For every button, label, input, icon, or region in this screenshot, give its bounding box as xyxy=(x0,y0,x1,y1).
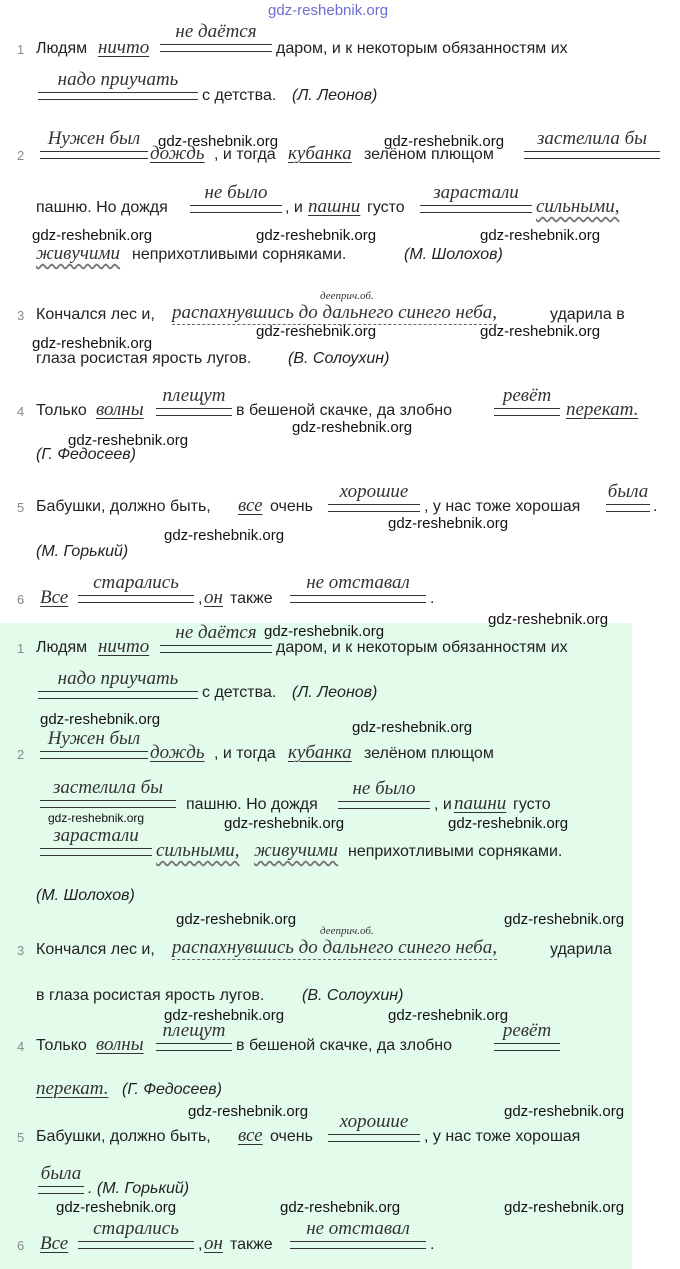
watermark: gdz-reshebnik.org xyxy=(158,133,279,150)
text: также xyxy=(230,1236,273,1253)
subject: Все xyxy=(40,587,69,608)
text: , у нас тоже хорошая xyxy=(424,1128,581,1145)
author: . (М. Горький) xyxy=(88,1180,190,1197)
watermark: gdz-reshebnik.org xyxy=(388,515,509,532)
text: . xyxy=(653,498,658,515)
predicate: застелила бы xyxy=(524,129,660,152)
watermark: gdz-reshebnik.org xyxy=(32,335,153,352)
sentence-number: 2 xyxy=(17,148,25,163)
predicate: зарастали xyxy=(40,826,152,849)
watermark: gdz-reshebnik.org xyxy=(480,227,601,244)
participial-phrase: распахнувшись до дальнего синего неба, xyxy=(172,937,497,958)
modifier: живучими xyxy=(254,840,339,861)
modifier: сильными, xyxy=(156,840,240,861)
sentence-number: 1 xyxy=(17,42,25,57)
text: густо xyxy=(367,199,405,216)
predicate: плещут xyxy=(156,1021,232,1044)
sentence-number: 5 xyxy=(17,1130,25,1145)
subject: волны xyxy=(96,1034,144,1055)
text: , и тогда xyxy=(214,745,276,762)
author: (В. Солоухин) xyxy=(302,987,404,1004)
watermark: gdz-reshebnik.org xyxy=(256,323,377,340)
text: пашню. Но дождя xyxy=(36,199,168,216)
predicate: не было xyxy=(190,183,282,206)
subject: дождь xyxy=(150,143,205,164)
author: (М. Шолохов) xyxy=(36,887,135,904)
text: , и xyxy=(285,199,303,216)
text: Людям xyxy=(36,639,88,656)
watermark: gdz-reshebnik.org xyxy=(488,611,609,628)
sentence-number: 1 xyxy=(17,641,25,656)
watermark: gdz-reshebnik.org xyxy=(504,911,625,928)
text: ударила в xyxy=(550,306,625,323)
text: Только xyxy=(36,1037,87,1054)
text: Кончался лес и, xyxy=(36,941,155,958)
subject: он xyxy=(204,587,223,608)
text: с детства. xyxy=(202,87,277,104)
text: неприхотливыми сорняками. xyxy=(348,843,563,860)
text: даром, и к некоторым обязанностям их xyxy=(276,639,568,656)
text: , и xyxy=(434,796,452,813)
modifier: живучими xyxy=(36,243,121,264)
watermark: gdz-reshebnik.org xyxy=(504,1199,625,1216)
watermark: gdz-reshebnik.org xyxy=(352,719,473,736)
watermark: gdz-reshebnik.org xyxy=(188,1103,309,1120)
predicate: хорошие xyxy=(328,482,420,505)
text: с детства. xyxy=(202,684,277,701)
text: ударила xyxy=(550,941,612,958)
subject: кубанка xyxy=(288,143,352,164)
watermark: gdz-reshebnik.org xyxy=(280,1199,401,1216)
author: (Л. Леонов) xyxy=(292,684,378,701)
text: в бешеной скачке, да злобно xyxy=(236,1037,453,1054)
subject: волны xyxy=(96,399,144,420)
watermark: gdz-reshebnik.org xyxy=(384,133,505,150)
predicate: старались xyxy=(78,573,194,596)
sentence-number: 4 xyxy=(17,1039,25,1054)
predicate: хорошие xyxy=(328,1112,420,1135)
text: в глаза росистая ярость лугов. xyxy=(36,987,265,1004)
watermark: gdz-reshebnik.org xyxy=(68,432,189,449)
predicate: надо приучать xyxy=(38,669,198,692)
predicate: не отставал xyxy=(290,573,426,596)
watermark: gdz-reshebnik.org xyxy=(224,815,345,832)
watermark: gdz-reshebnik.org xyxy=(56,1199,177,1216)
author: (М. Горький) xyxy=(36,543,129,560)
text: , и тогда xyxy=(214,146,276,163)
text: зелёном плющом xyxy=(364,745,494,762)
predicate: была xyxy=(606,482,650,505)
watermark: gdz-reshebnik.org xyxy=(48,811,145,825)
watermark: gdz-reshebnik.org xyxy=(388,1007,509,1024)
text: Бабушки, должно быть, xyxy=(36,498,211,515)
sentence-number: 6 xyxy=(17,592,25,607)
subject: перекат. xyxy=(36,1078,109,1099)
predicate: не даётся xyxy=(160,623,272,646)
text: неприхотливыми сорняками. xyxy=(132,246,347,263)
sentence-number: 4 xyxy=(17,404,25,419)
predicate: не было xyxy=(338,779,430,802)
watermark: gdz-reshebnik.org xyxy=(164,1007,285,1024)
text: Кончался лес и, xyxy=(36,306,155,323)
watermark: gdz-reshebnik.org xyxy=(164,527,285,544)
subject: перекат. xyxy=(566,399,639,420)
sentence-number: 5 xyxy=(17,500,25,515)
watermark: gdz-reshebnik.org xyxy=(176,911,297,928)
predicate: надо приучать xyxy=(38,70,198,93)
sentence-number: 6 xyxy=(17,1238,25,1253)
author: (Л. Леонов) xyxy=(292,87,378,104)
text: в бешеной скачке, да злобно xyxy=(236,402,453,419)
text: даром, и к некоторым обязанностям их xyxy=(276,40,568,57)
text: пашню. Но дождя xyxy=(186,796,318,813)
predicate: плещут xyxy=(156,386,232,409)
participial-phrase: распахнувшись до дальнего синего неба, xyxy=(172,302,497,323)
author: (В. Солоухин) xyxy=(288,350,390,367)
text: . xyxy=(430,590,435,607)
watermark-top: gdz-reshebnik.org xyxy=(268,2,389,19)
watermark: gdz-reshebnik.org xyxy=(480,323,601,340)
annotation: дееприч.об. xyxy=(320,925,374,937)
text: зелёном плющом xyxy=(364,146,494,163)
modifier: сильными, xyxy=(536,196,620,217)
watermark: gdz-reshebnik.org xyxy=(256,227,377,244)
author: (Г. Федосеев) xyxy=(36,446,136,463)
sentence-number: 3 xyxy=(17,308,25,323)
predicate: зарастали xyxy=(420,183,532,206)
sentence-number: 2 xyxy=(17,747,25,762)
author: (Г. Федосеев) xyxy=(122,1081,222,1098)
subject: кубанка xyxy=(288,742,352,763)
predicate: Нужен был xyxy=(40,129,148,152)
watermark: gdz-reshebnik.org xyxy=(32,227,153,244)
subject: ничто xyxy=(98,37,150,58)
watermark: gdz-reshebnik.org xyxy=(264,623,385,640)
predicate: не отставал xyxy=(290,1219,426,1242)
predicate: ревёт xyxy=(494,386,560,409)
text: очень xyxy=(270,1128,313,1145)
subject: пашни xyxy=(308,196,361,217)
predicate: Нужен был xyxy=(40,729,148,752)
predicate: не даётся xyxy=(160,22,272,45)
subject: все xyxy=(238,1125,263,1146)
text: , xyxy=(198,1236,203,1253)
text: густо xyxy=(513,796,551,813)
author: (М. Шолохов) xyxy=(404,246,503,263)
predicate: ревёт xyxy=(494,1021,560,1044)
subject: Все xyxy=(40,1233,69,1254)
subject: пашни xyxy=(454,793,507,814)
watermark: gdz-reshebnik.org xyxy=(504,1103,625,1120)
subject: все xyxy=(238,495,263,516)
subject: дождь xyxy=(150,742,205,763)
predicate: старались xyxy=(78,1219,194,1242)
subject: он xyxy=(204,1233,223,1254)
text: очень xyxy=(270,498,313,515)
subject: ничто xyxy=(98,636,150,657)
text: , xyxy=(198,590,203,607)
predicate: была xyxy=(38,1164,84,1187)
watermark: gdz-reshebnik.org xyxy=(40,711,161,728)
predicate: застелила бы xyxy=(40,778,176,801)
annotation: дееприч.об. xyxy=(320,290,374,302)
watermark: gdz-reshebnik.org xyxy=(448,815,569,832)
text: глаза росистая ярость лугов. xyxy=(36,350,252,367)
text: . xyxy=(430,1236,435,1253)
text: , у нас тоже хорошая xyxy=(424,498,581,515)
watermark: gdz-reshebnik.org xyxy=(292,419,413,436)
text: Людям xyxy=(36,40,88,57)
text: Только xyxy=(36,402,87,419)
text: Бабушки, должно быть, xyxy=(36,1128,211,1145)
sentence-number: 3 xyxy=(17,943,25,958)
text: также xyxy=(230,590,273,607)
